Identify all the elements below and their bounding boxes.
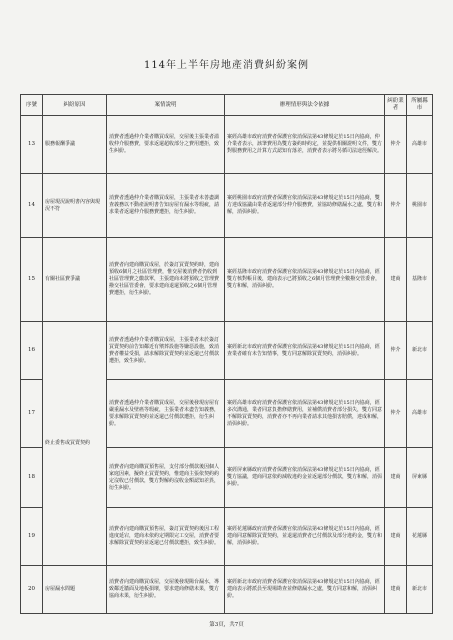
row-desc: 消費者透過仲介業者購買成屋，主張業者未善盡調查義務以不動產說明書告知房屋有漏水等瑕疵，請求業者返還仲介服務費遭拒，衍生糾紛。 xyxy=(107,174,225,238)
header-desc: 案情說明 xyxy=(107,95,225,116)
row-handling: 案經花蓮縣政府消費者保護官依消保法第43條規定於15日內協商，經建商同意解除買賣契約，並退還消費者已付價款及部分違約金，雙方和解，消弭糾紛。 xyxy=(225,508,385,566)
row-no: 15 xyxy=(21,238,43,322)
row-party: 建商 xyxy=(385,448,407,508)
row-city: 高雄市 xyxy=(407,116,433,174)
header-party: 糾紛業者 xyxy=(385,95,407,116)
row-handling: 案經高雄市政府消費者保護官依消保法第43條規定於15日內協商，經多次溝通，業者同意負擔修繕費用，並補償消費者部分損失，雙方同意不解除買賣契約，消費者亦不再向業者請求其他損害賠償，達成和解，消弭糾紛。 xyxy=(225,380,385,448)
row-city: 基隆市 xyxy=(407,238,433,322)
row-city: 桃園市 xyxy=(407,174,433,238)
row-city: 新北市 xyxy=(407,566,433,614)
page-title: 114年上半年房地產消費糾紛案例 xyxy=(143,60,310,71)
table-row xyxy=(21,238,433,322)
row-desc: 消費者透過仲介業者購買成屋，交屋後發現房屋有嚴重漏水及壁癌等瑕疵，主張業者未盡告知義務，要求解除買賣契約並返還已付價款遭拒，衍生糾紛。 xyxy=(107,380,225,448)
row-reason-merged: 終止委售或買賣契約 xyxy=(43,322,107,566)
row-reason: 房屋漏水問題 xyxy=(43,566,107,614)
row-no: 14 xyxy=(21,174,43,238)
table-row xyxy=(21,322,433,380)
row-party: 建商 xyxy=(385,508,407,566)
row-no: 19 xyxy=(21,508,43,566)
row-handling: 案經新北市政府消費者保護官依消保法第43條規定於15日內協商，經建商表示將派員至現場勘查並修繕漏水之處，雙方同意和解，消弭糾紛。 xyxy=(225,566,385,614)
table-row xyxy=(21,174,433,238)
row-no: 13 xyxy=(21,116,43,174)
page-footer: 第3頁，共7頁 xyxy=(209,622,244,628)
table-row xyxy=(21,566,433,614)
row-handling: 案經基隆市政府消費者保護官依消保法第43條規定於15日內協商，經雙方核對帳目後，建商表示已將預收之6個月管理費全數撥交管委會，雙方和解，消弭糾紛。 xyxy=(225,238,385,322)
row-desc: 消費者向建商購買預售屋，支付部分價款後因個人家庭因素，擬終止買賣契約，惟建商主張依契約約定沒收已付價款，雙方對解約沒收金額認知差異，衍生糾紛。 xyxy=(107,448,225,508)
row-handling: 案經屏東縣政府消費者保護官依消保法第43條規定於15日內協商，經雙方協議，建商同意依約減收違約金並返還部分價款，雙方和解，消弭糾紛。 xyxy=(225,448,385,508)
row-desc: 消費者向建商購買成屋，交屋後發現陽台漏水，導致鄰近牆面及地板損壞，要求建商修繕未果，雙方協商未果，衍生糾紛。 xyxy=(107,566,225,614)
case-table xyxy=(20,94,433,614)
row-party: 仲介 xyxy=(385,380,407,448)
row-party: 建商 xyxy=(385,238,407,322)
row-no: 18 xyxy=(21,448,43,508)
row-party: 仲介 xyxy=(385,322,407,380)
row-reason: 有關社區費爭議 xyxy=(43,238,107,322)
row-no: 16 xyxy=(21,322,43,380)
row-city: 高雄市 xyxy=(407,380,433,448)
table-header-row xyxy=(21,95,433,116)
row-party: 建商 xyxy=(385,566,407,614)
row-party: 仲介 xyxy=(385,174,407,238)
header-handling: 辦理情形與法令依據 xyxy=(225,95,385,116)
header-reason: 糾紛原因 xyxy=(43,95,107,116)
row-handling: 案經桃園市政府消費者保護官依消保法第43條規定於15日內協商，雙方達成協議由業者返還部分仲介服務費，並協助修繕漏水之處，雙方和解，消弭糾紛。 xyxy=(225,174,385,238)
header-city: 所屬縣市 xyxy=(407,95,433,116)
row-party: 仲介 xyxy=(385,116,407,174)
row-handling: 案經高雄市政府消費者保護官依消保法第43條規定於15日內協商，仲介業者表示，該筆費用為雙方簽約時約定，並提供相關證明文件，雙方對服務費用之計算方式認知有落差，消費者表示將另循司法途徑解決。 xyxy=(225,116,385,174)
row-handling: 案經新北市政府消費者保護官依消保法第43條規定於15日內協商，經查業者確有未告知情事，雙方同意解除買賣契約，消弭糾紛。 xyxy=(225,322,385,380)
row-desc: 消費者透過仲介業者購買成屋，交屋後主張業者溢收仲介服務費，要求返還超收部分之費用遭拒，致生糾紛。 xyxy=(107,116,225,174)
row-desc: 消費者向建商購買預售屋，簽訂買賣契約後因工程進度延宕，建商未依約定期限完工交屋，消費者要求解除買賣契約並返還已付價款遭拒，致生糾紛。 xyxy=(107,508,225,566)
row-city: 新北市 xyxy=(407,322,433,380)
header-no: 序號 xyxy=(21,95,43,116)
row-no: 20 xyxy=(21,566,43,614)
row-city: 屏東縣 xyxy=(407,448,433,508)
table-row xyxy=(21,116,433,174)
row-desc: 消費者透過仲介業者購買成屋，主張業者未於簽訂買賣契約前告知鄰近有殯葬設施等嫌惡設施，致消費者權益受損，請求解除買賣契約並返還已付價款遭拒，致生糾紛。 xyxy=(107,322,225,380)
row-desc: 消費者向建商購買成屋，於簽訂買賣契約時，建商預收6個月之社區管理費，惟交屋後消費者仍收到社區管理費之繳款單，主張建商未將預收之管理費撥交社區管委會，要求建商退還預收之6個月管理費遭拒，衍生糾紛。 xyxy=(107,238,225,322)
row-city: 花蓮縣 xyxy=(407,508,433,566)
row-no: 17 xyxy=(21,380,43,448)
row-reason: 房屋現況說明書內容與現況不符 xyxy=(43,174,107,238)
row-reason: 服務報酬爭議 xyxy=(43,116,107,174)
